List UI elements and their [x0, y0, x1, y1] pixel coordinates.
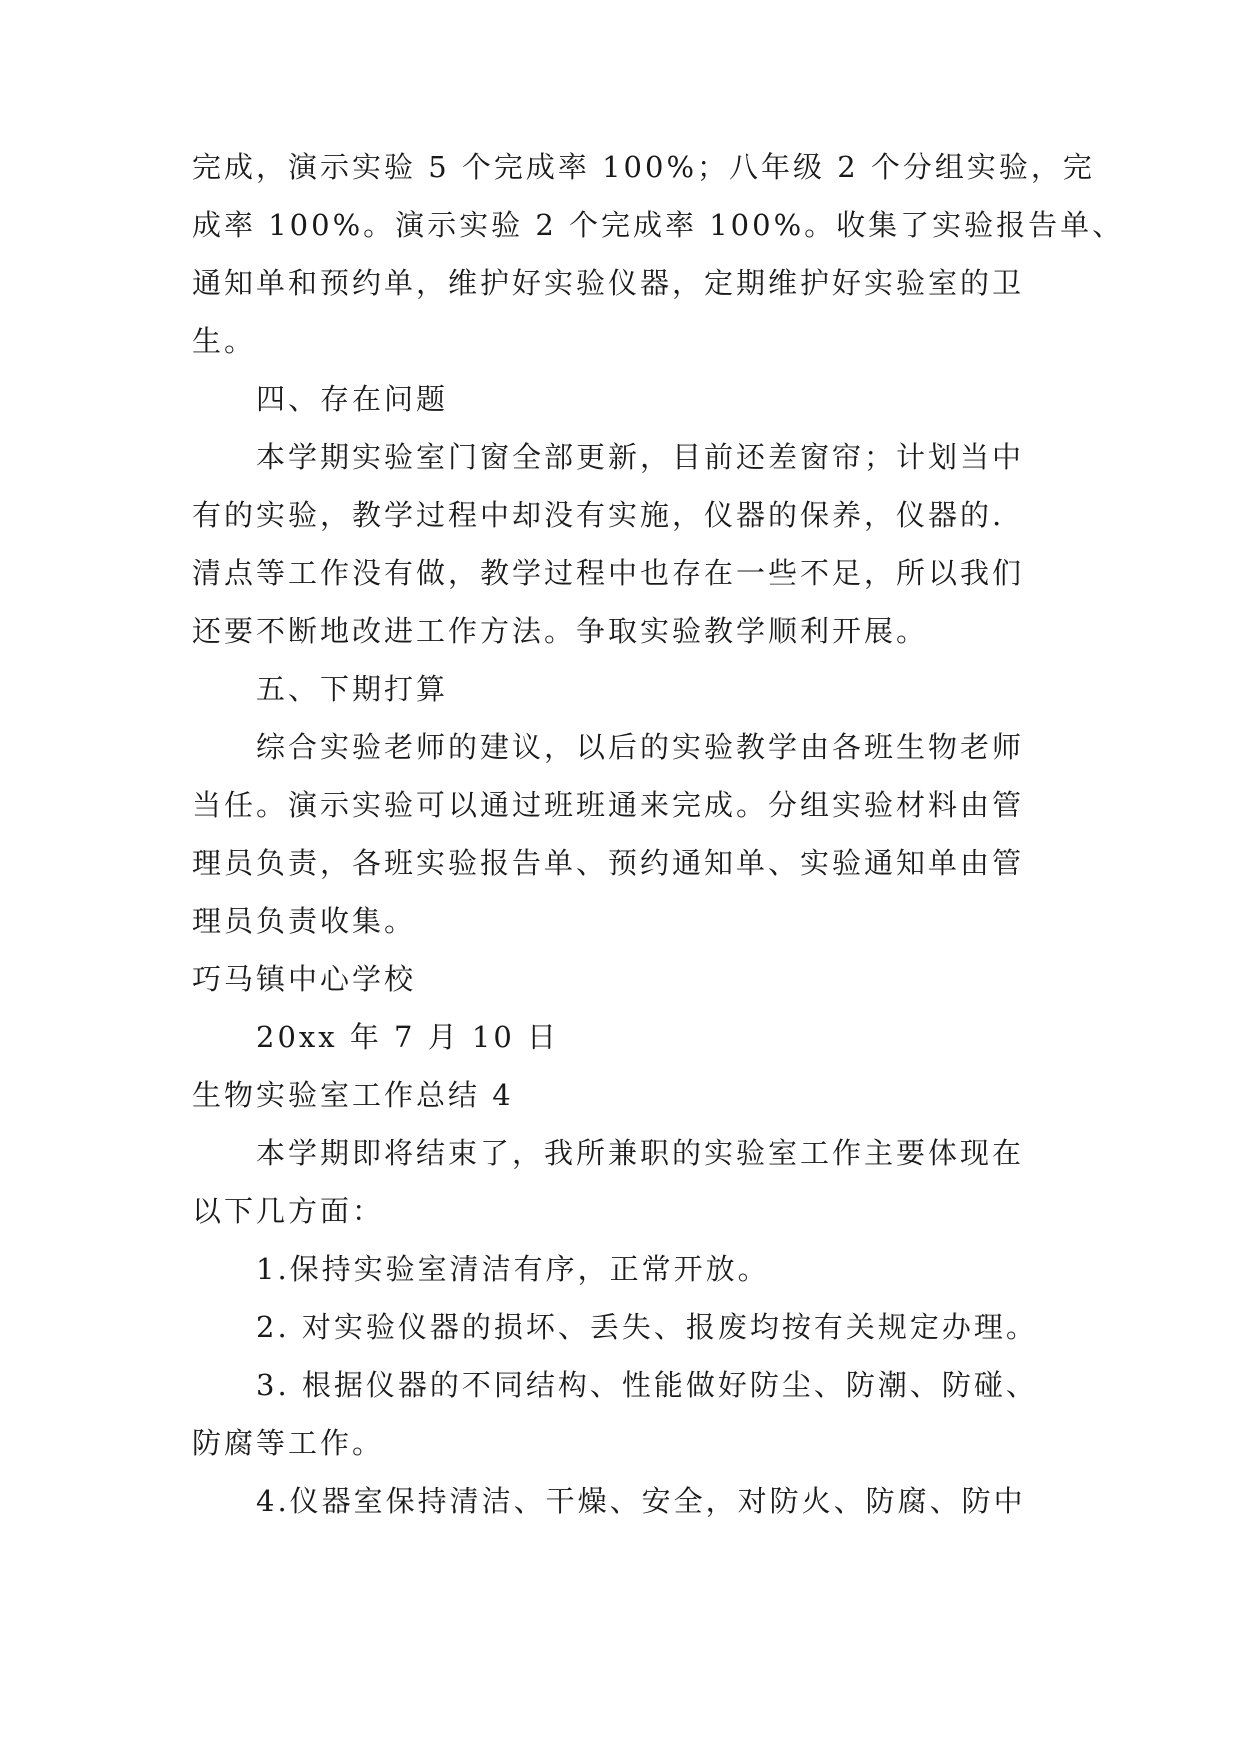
list-item: 4.仪器室保持清洁、干燥、安全，对防火、防腐、防中	[256, 1484, 1026, 1518]
paragraph-line: 成率 100%。演示实验 2 个完成率 100%。收集了实验报告单、	[192, 208, 1125, 242]
document-body	[192, 138, 1125, 1530]
paragraph-line: 清点等工作没有做，教学过程中也存在一些不足，所以我们	[192, 556, 1025, 590]
section-title: 生物实验室工作总结 4	[192, 1078, 514, 1112]
signature-school: 巧马镇中心学校	[192, 962, 417, 996]
list-item: 1.保持实验室清洁有序，正常开放。	[256, 1252, 770, 1286]
paragraph-line: 通知单和预约单，维护好实验仪器，定期维护好实验室的卫	[192, 266, 1025, 300]
paragraph-line: 本学期实验室门窗全部更新，目前还差窗帘；计划当中	[256, 440, 1025, 474]
paragraph-line: 以下几方面：	[192, 1194, 385, 1228]
list-item: 2. 对实验仪器的损坏、丢失、报废均按有关规定办理。	[256, 1310, 1038, 1344]
paragraph-line: 生。	[192, 324, 257, 358]
paragraph-line: 还要不断地改进工作方法。争取实验教学顺利开展。	[192, 614, 929, 648]
paragraph-line: 完成，演示实验 5 个完成率 100%；八年级 2 个分组实验，完	[192, 150, 1095, 184]
section-heading: 四、存在问题	[256, 382, 449, 416]
list-item: 3. 根据仪器的不同结构、性能做好防尘、防潮、防碰、	[256, 1368, 1038, 1402]
paragraph-line: 有的实验，教学过程中却没有实施，仪器的保养，仪器的.	[192, 498, 1005, 532]
list-item-continuation: 防腐等工作。	[192, 1426, 385, 1460]
paragraph-line: 综合实验老师的建议，以后的实验教学由各班生物老师	[256, 730, 1025, 764]
paragraph-line: 理员负责，各班实验报告单、预约通知单、实验通知单由管	[192, 846, 1025, 880]
paragraph-line: 当任。演示实验可以通过班班通来完成。分组实验材料由管	[192, 788, 1025, 822]
paragraph-line: 本学期即将结束了，我所兼职的实验室工作主要体现在	[256, 1136, 1025, 1170]
section-heading: 五、下期打算	[256, 672, 449, 706]
signature-date: 20xx 年 7 月 10 日	[256, 1020, 560, 1054]
paragraph-line: 理员负责收集。	[192, 904, 417, 938]
